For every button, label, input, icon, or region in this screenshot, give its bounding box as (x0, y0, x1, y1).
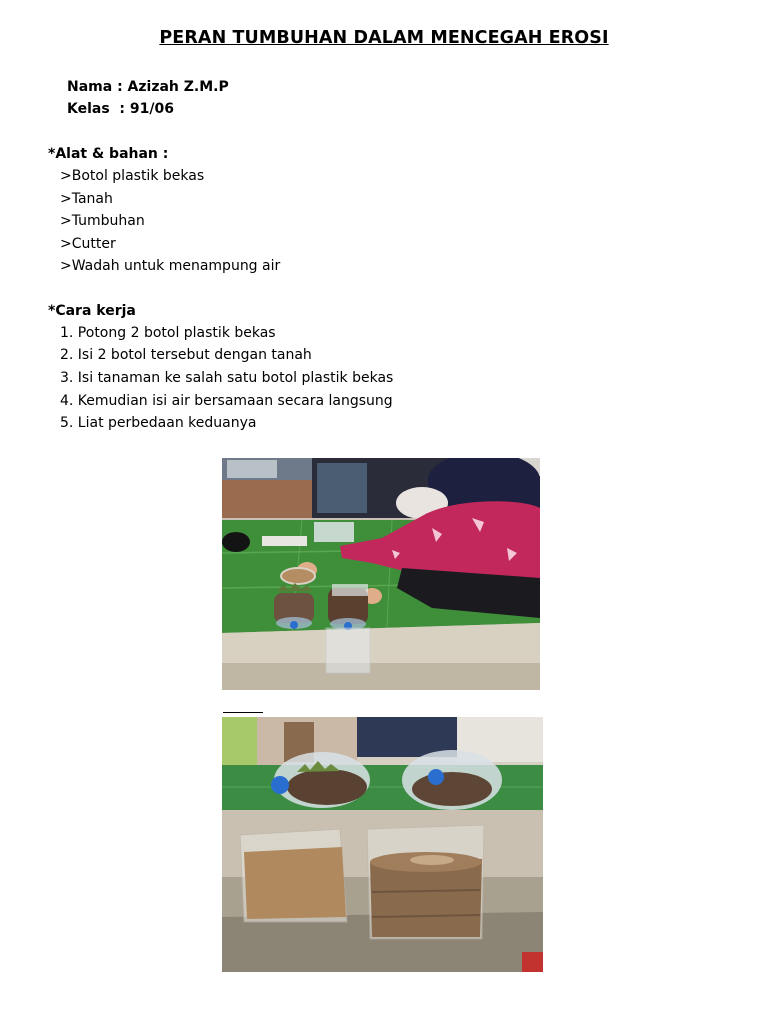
material-item: >Botol plastik bekas (60, 168, 205, 184)
procedure-step: 2. Isi 2 botol tersebut dengan tanah (60, 347, 312, 363)
material-item: >Wadah untuk menampung air (60, 258, 281, 274)
student-class: Kelas : 91/06 (67, 101, 174, 117)
procedure-step: 1. Potong 2 botol plastik bekas (60, 325, 276, 341)
procedure-step: 4. Kemudian isi air bersamaan secara langsung (60, 393, 393, 409)
material-item: >Cutter (60, 236, 116, 252)
procedure-step: 3. Isi tanaman ke salah satu botol plastik bekas (60, 370, 394, 386)
student-name: Nama : Azizah Z.M.P (67, 79, 229, 95)
materials-heading: *Alat & bahan : (48, 146, 169, 162)
material-item: >Tumbuhan (60, 213, 145, 229)
procedure-heading: *Cara kerja (48, 303, 136, 319)
experiment-photo-pouring (222, 458, 540, 690)
procedure-step: 5. Liat perbedaan keduanya (60, 415, 257, 431)
divider (223, 712, 263, 713)
experiment-photo-result (222, 717, 543, 972)
material-item: >Tanah (60, 191, 113, 207)
page-title: PERAN TUMBUHAN DALAM MENCEGAH EROSI (159, 28, 609, 48)
